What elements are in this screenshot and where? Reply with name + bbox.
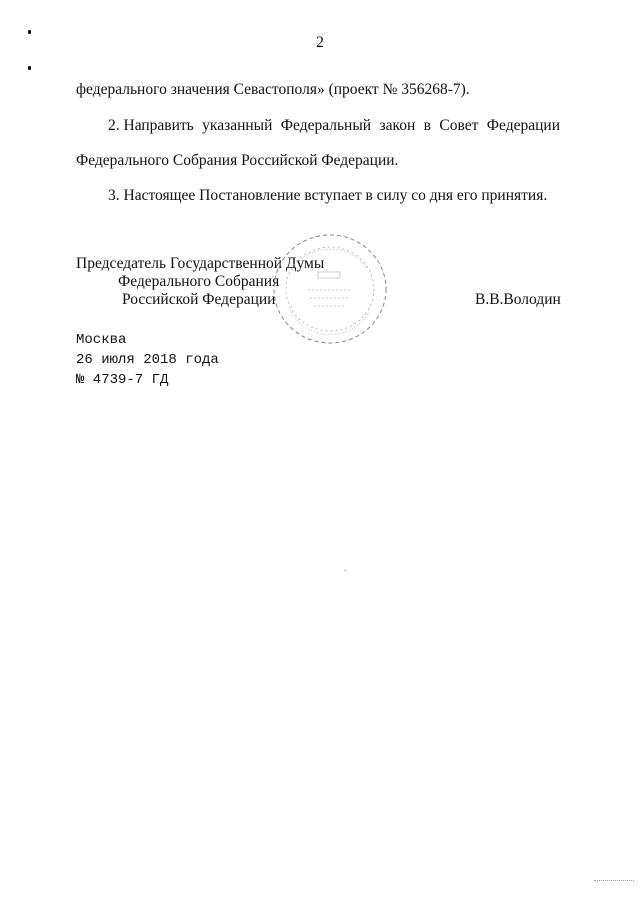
scan-mark [28,30,31,34]
page-number: 2 [316,34,324,51]
signatory-title-line-2: Федерального Собрания [118,273,280,290]
word: в [423,117,431,134]
word: закон [379,117,416,134]
word: 2. Направить [108,117,194,134]
word: Федеральный [280,117,372,134]
paragraph-3: 3. Настоящее Постановление вступает в силу со дня его принятия. [108,187,548,204]
official-seal [270,230,390,348]
word: указанный [202,117,273,134]
paragraph-2-line-1 [108,116,560,136]
city: Москва [76,332,127,348]
scan-mark [28,66,31,70]
date: 26 июля 2018 года [76,352,219,368]
paragraph-2-line-2: Федерального Собрания Российской Федерации. [76,152,399,169]
signatory-title-line-3: Российской Федерации [122,291,276,308]
word: Совет [439,117,479,134]
signatory-title-line-1: Председатель Государственной Думы [76,255,325,272]
paragraph-continuation: федерального значения Севастополя» (проект № 356268-7). [76,81,470,98]
word: Федерации [486,117,560,134]
scan-artifact [594,880,634,883]
scan-speck [344,570,346,571]
document-number: № 4739-7 ГД [76,372,169,388]
signatory-name: В.В.Володин [475,291,561,308]
